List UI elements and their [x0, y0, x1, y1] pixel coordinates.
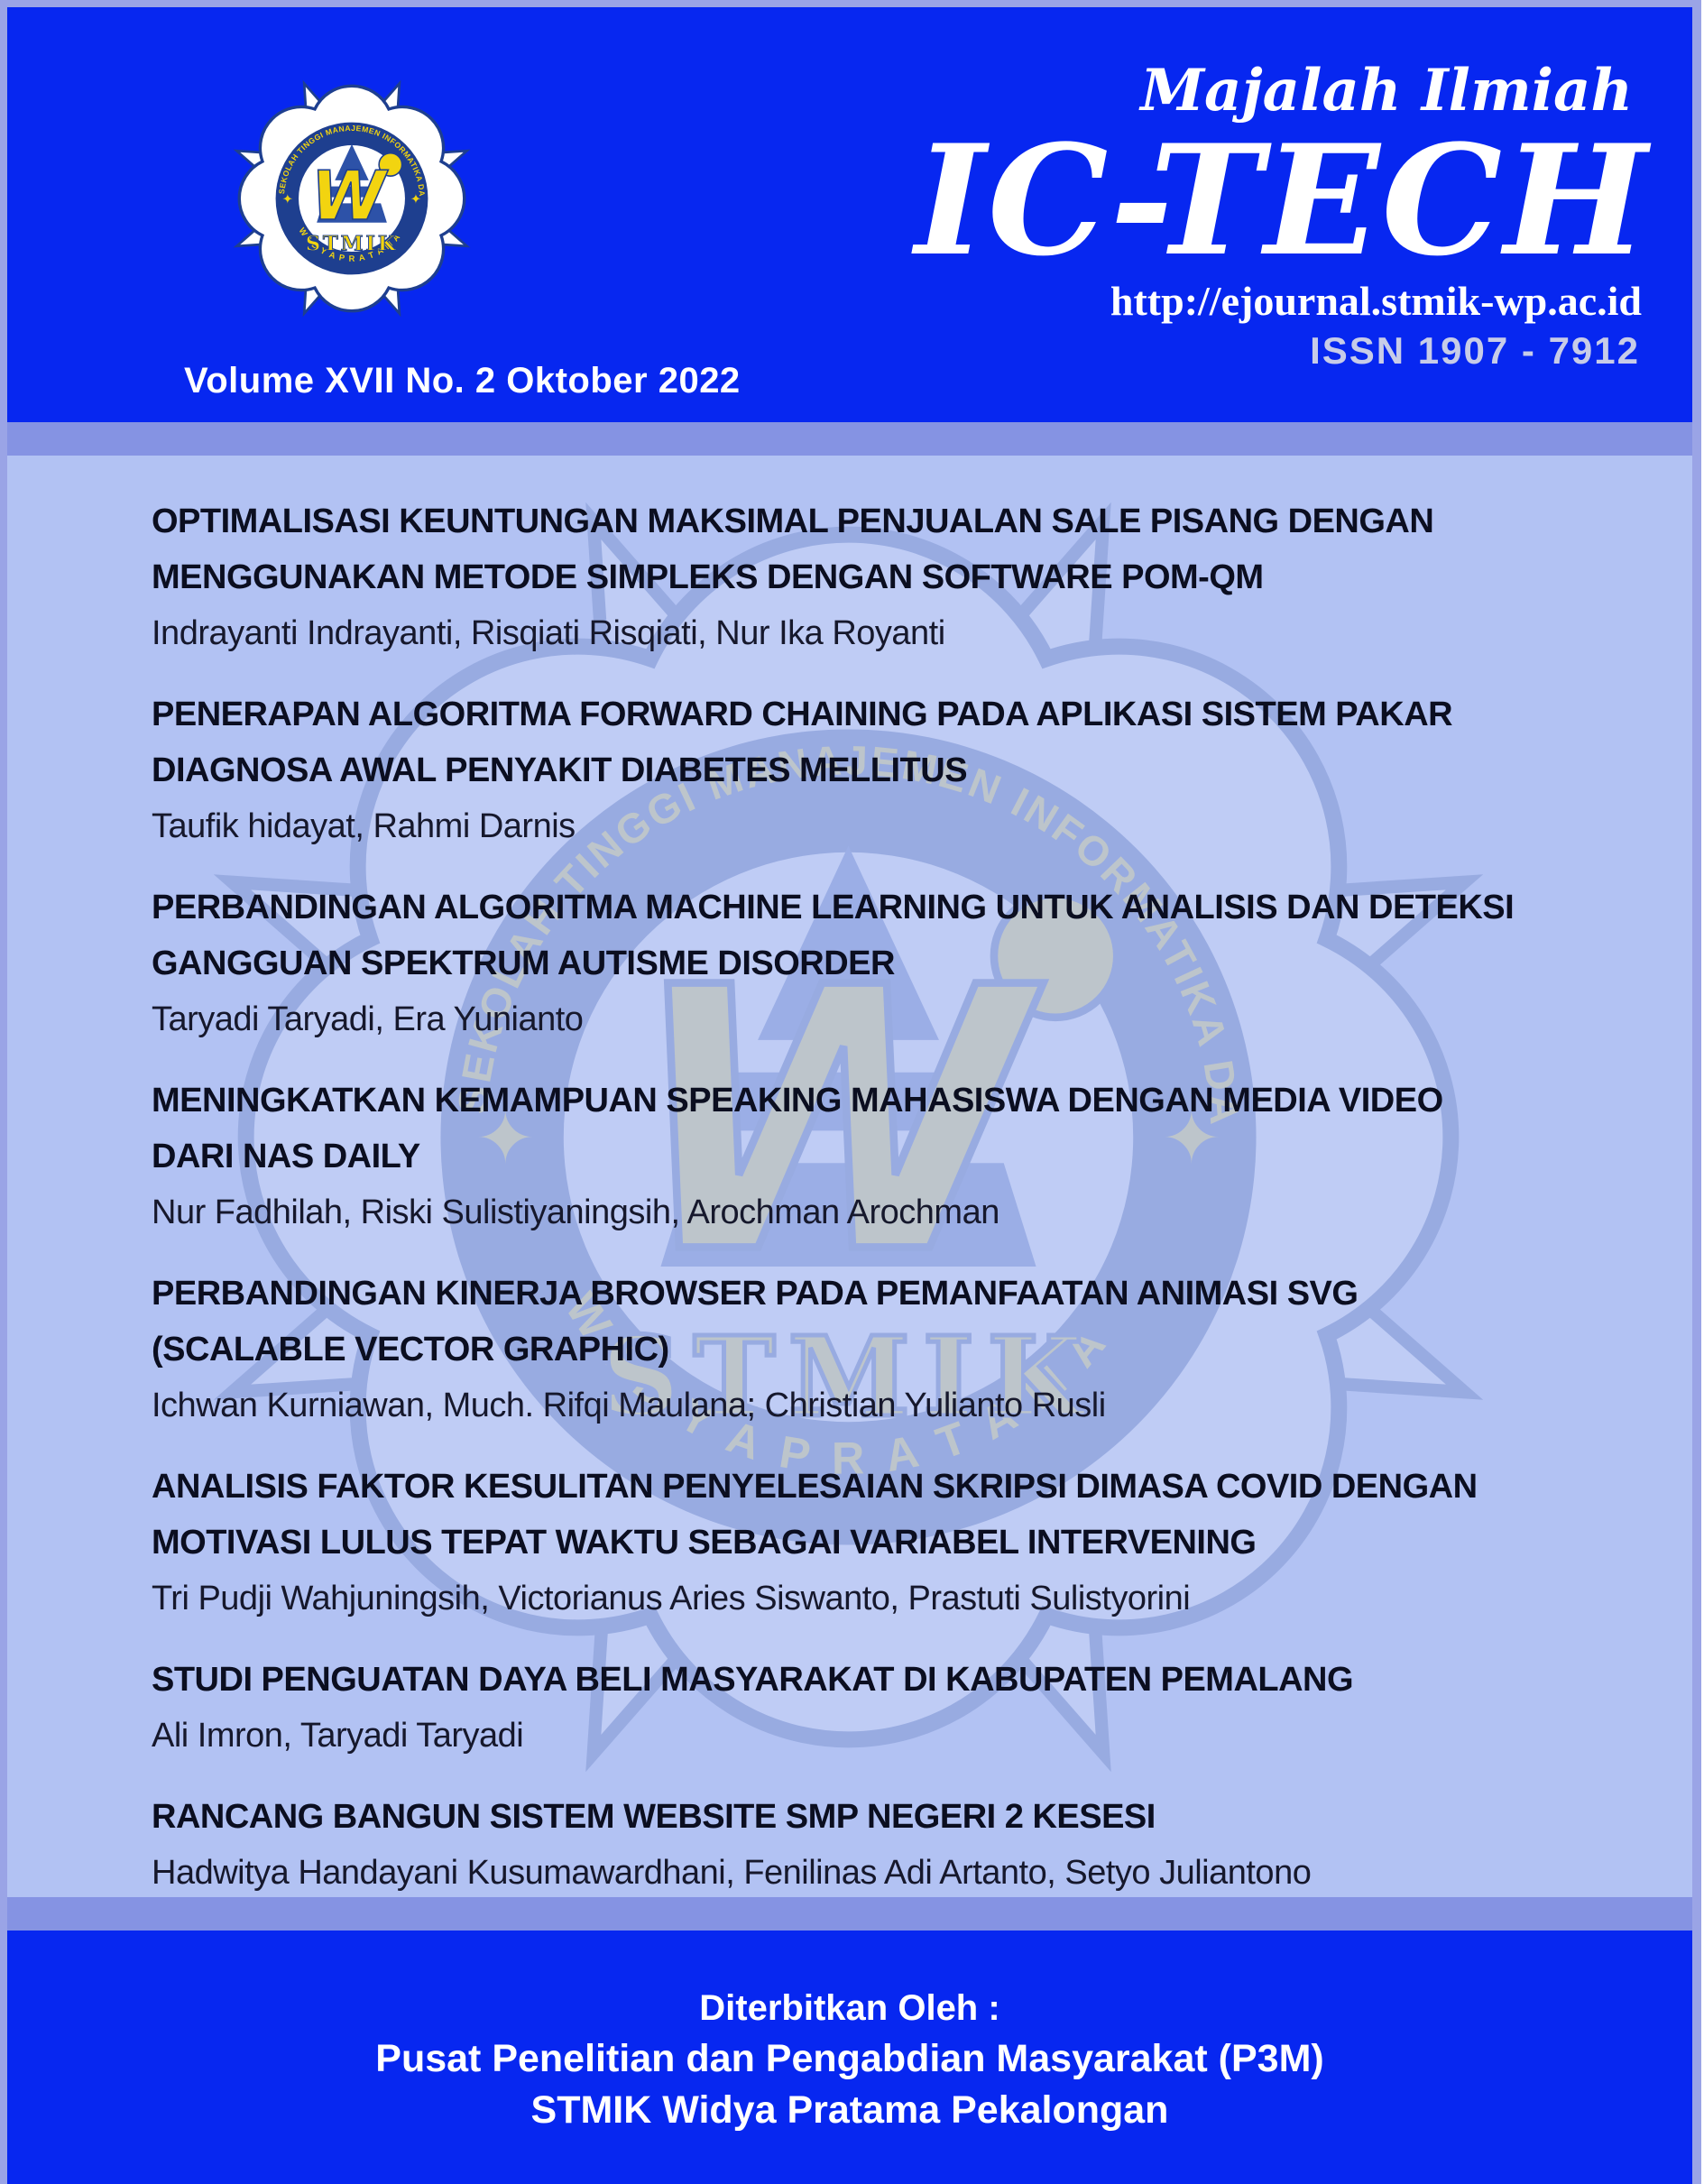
article-entry	[152, 687, 1521, 854]
masthead-header	[7, 7, 1692, 422]
article-authors: Indrayanti Indrayanti, Risqiati Risqiati, Nur Ika Royanti	[152, 614, 945, 652]
article-authors: Tri Pudji Wahjuningsih, Victorianus Aries Siswanto, Prastuti Sulistyorini	[152, 1580, 1191, 1617]
article-authors: Taryadi Taryadi, Era Yunianto	[152, 1000, 584, 1038]
issn-label: ISSN 1907 - 7912	[1310, 329, 1640, 372]
article-title: STUDI PENGUATAN DAYA BELI MASYARAKAT DI KABUPATEN PEMALANG	[152, 1661, 1354, 1699]
article-authors: Hadwitya Handayani Kusumawardhani, Fenilinas Adi Artanto, Setyo Juliantono	[152, 1854, 1312, 1892]
article-title: RANCANG BANGUN SISTEM WEBSITE SMP NEGERI 2 KESESI	[152, 1798, 1156, 1836]
stmik-logo	[231, 78, 473, 319]
article-authors: Ichwan Kurniawan, Much. Rifqi Maulana; Christian Yulianto Rusli	[152, 1387, 1106, 1424]
article-list	[7, 456, 1692, 1897]
table-of-contents	[7, 456, 1692, 1897]
article-title: ANALISIS FAKTOR KESULITAN PENYELESAIAN SKRIPSI DIMASA COVID DENGAN MOTIVASI LULUS TEPAT WAKTU SEBAGAI VARIABEL INTERVENING	[152, 1468, 1478, 1562]
article-entry	[152, 1459, 1521, 1626]
volume-label: Volume XVII No. 2 Oktober 2022	[184, 361, 741, 401]
article-entry	[152, 880, 1521, 1047]
article-authors: Taufik hidayat, Rahmi Darnis	[152, 807, 576, 845]
article-entry	[152, 493, 1521, 661]
article-authors: Nur Fadhilah, Riski Sulistiyaningsih, Arochman Arochman	[152, 1193, 999, 1231]
stmik-logo-icon	[231, 78, 473, 319]
article-entry	[152, 1652, 1521, 1764]
article-title: PERBANDINGAN ALGORITMA MACHINE LEARNING UNTUK ANALISIS DAN DETEKSI GANGGUAN SPEKTRUM AUTISME DISORDER	[152, 889, 1515, 982]
masthead-block	[915, 57, 1649, 373]
article-title: PENERAPAN ALGORITMA FORWARD CHAINING PADA APLIKASI SISTEM PAKAR DIAGNOSA AWAL PENYAKIT DIABETES MELLITUS	[152, 696, 1453, 789]
cover-inner	[7, 7, 1692, 2184]
journal-type-label: Majalah Ilmiah	[1140, 57, 1633, 124]
publisher-footer	[7, 1931, 1692, 2184]
divider-band-bottom	[7, 1897, 1692, 1931]
article-authors: Ali Imron, Taryadi Taryadi	[152, 1717, 524, 1755]
journal-url: http://ejournal.stmik-wp.ac.id	[1110, 278, 1642, 324]
publisher-institution: STMIK Widya Pratama Pekalongan	[530, 2088, 1169, 2132]
divider-band-top	[7, 422, 1692, 456]
article-title: OPTIMALISASI KEUNTUNGAN MAKSIMAL PENJUALAN SALE PISANG DENGAN MENGGUNAKAN METODE SIMPLEKS DENGAN SOFTWARE POM-QM	[152, 502, 1434, 596]
article-title: MENINGKATKAN KEMAMPUAN SPEAKING MAHASISWA DENGAN MEDIA VIDEO DARI NAS DAILY	[152, 1082, 1443, 1175]
journal-title: IC-TECH	[915, 111, 1649, 290]
publisher-name: Pusat Penelitian dan Pengabdian Masyarakat (P3M)	[375, 2037, 1324, 2080]
article-entry	[152, 1073, 1521, 1240]
published-by-label: Diterbitkan Oleh :	[699, 1988, 1000, 2028]
article-entry	[152, 1266, 1521, 1433]
article-entry	[152, 1789, 1521, 1897]
article-title: PERBANDINGAN KINERJA BROWSER PADA PEMANFAATAN ANIMASI SVG (SCALABLE VECTOR GRAPHIC)	[152, 1275, 1359, 1368]
